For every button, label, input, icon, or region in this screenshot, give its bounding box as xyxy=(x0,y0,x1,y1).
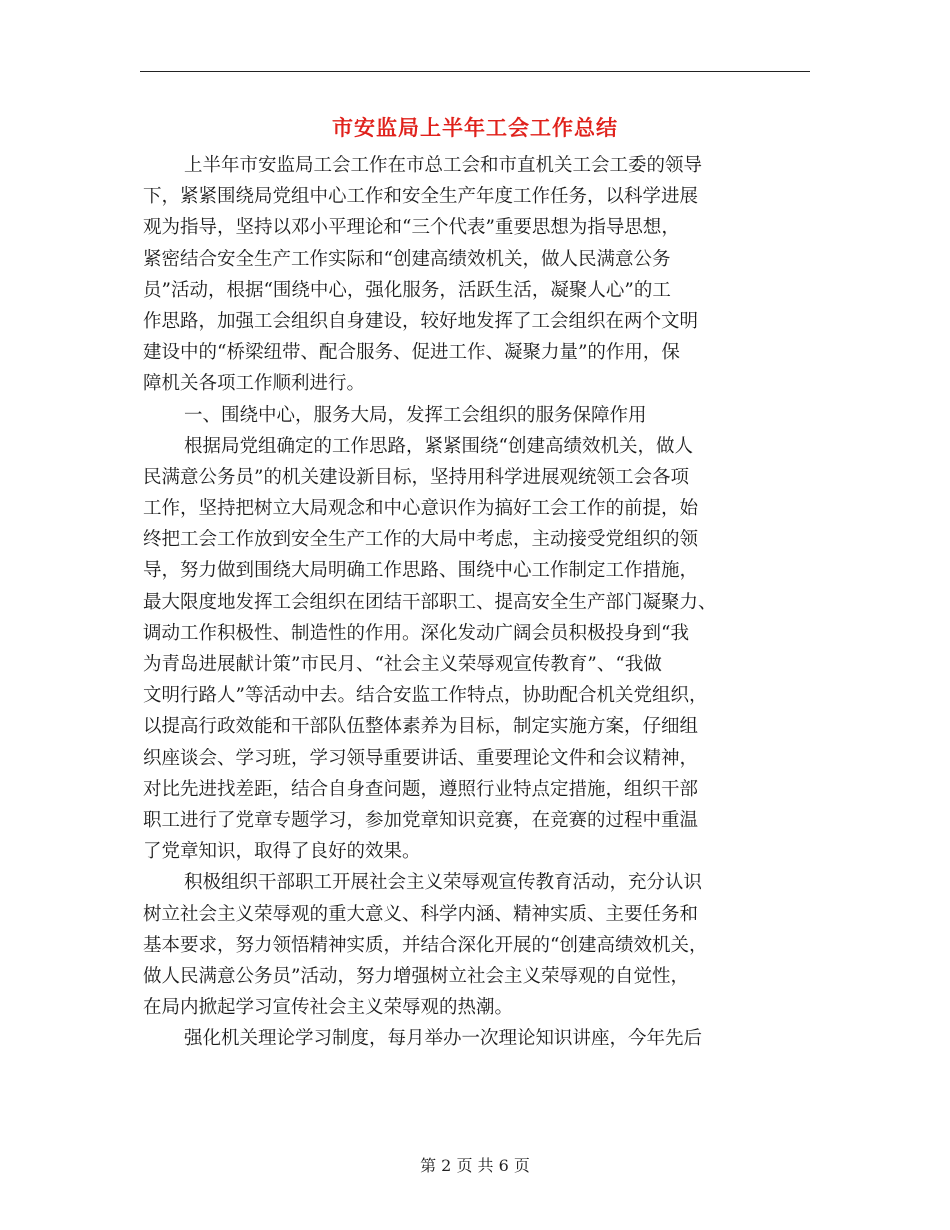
paragraph-line: 终把工会工作放到安全生产工作的大局中考虑，主动接受党组织的领 xyxy=(143,529,699,551)
section-heading: 一、围绕中心，服务大局，发挥工会组织的服务保障作用 xyxy=(184,404,647,426)
document-title: 市安监局上半年工会工作总结 xyxy=(332,115,618,140)
paragraph-line: 作思路，加强工会组织自身建设，较好地发挥了工会组织在两个文明 xyxy=(143,310,699,332)
paragraph-line: 紧密结合安全生产工作实际和“创建高绩效机关，做人民满意公务 xyxy=(143,248,671,270)
paragraph-line: 上半年市安监局工会工作在市总工会和市直机关工会工委的领导 xyxy=(184,155,703,176)
paragraph-line: 做人民满意公务员”活动，努力增强树立社会主义荣辱观的自觉性， xyxy=(143,965,689,987)
paragraph-line: 工作，坚持把树立大局观念和中心意识作为搞好工会工作的前提，始 xyxy=(143,498,699,520)
paragraph-line: 强化机关理论学习制度，每月举办一次理论知识讲座，今年先后 xyxy=(184,1028,703,1050)
paragraph-line: 基本要求，努力领悟精神实质，并结合深化开展的“创建高绩效机关， xyxy=(143,934,708,956)
paragraph-line: 下，紧紧围绕局党组中心工作和安全生产年度工作任务，以科学进展 xyxy=(143,186,699,208)
paragraph-line: 员”活动，根据“围绕中心，强化服务，活跃生活，凝聚人心”的工 xyxy=(143,279,671,301)
paragraph-line: 织座谈会、学习班，学习领导重要讲话、重要理论文件和会议精神， xyxy=(143,747,699,769)
page-number-footer: 第 2 页 共 6 页 xyxy=(420,1156,530,1175)
paragraph-line: 民满意公务员”的机关建设新目标，坚持用科学进展观统领工会各项 xyxy=(143,466,689,488)
paragraph-line: 观为指导，坚持以邓小平理论和“三个代表”重要思想为指导思想， xyxy=(143,217,680,239)
paragraph-line: 调动工作积极性、制造性的作用。深化发动广阔会员积极投身到“我 xyxy=(143,622,689,644)
paragraph-line: 导，努力做到围绕大局明确工作思路、围绕中心工作制定工作措施， xyxy=(143,560,699,582)
document-body xyxy=(143,150,811,1054)
paragraph-line: 文明行路人”等活动中去。结合安监工作特点，协助配合机关党组织， xyxy=(143,685,708,707)
paragraph-line: 最大限度地发挥工会组织在团结干部职工、提高安全生产部门凝聚力、 xyxy=(143,591,717,613)
paragraph-line: 树立社会主义荣辱观的重大意义、科学内涵、精神实质、主要任务和 xyxy=(143,903,699,925)
paragraph-line: 为青岛进展献计策”市民月、“社会主义荣辱观宣传教育”、“我做 xyxy=(143,654,662,675)
paragraph-line: 职工进行了党章专题学习，参加党章知识竞赛，在竞赛的过程中重温 xyxy=(143,809,699,831)
paragraph-line: 以提高行政效能和干部队伍整体素养为目标，制定实施方案，仔细组 xyxy=(143,716,699,738)
paragraph-line: 对比先进找差距，结合自身查问题，遵照行业特点定措施，组织干部 xyxy=(143,778,699,800)
paragraph-line: 建设中的“桥梁纽带、配合服务、促进工作、凝聚力量”的作用，保 xyxy=(143,342,680,364)
paragraph-line: 了党章知识，取得了良好的效果。 xyxy=(143,841,421,863)
paragraph-line: 根据局党组确定的工作思路，紧紧围绕“创建高绩效机关，做人 xyxy=(184,435,693,457)
header-rule xyxy=(140,71,810,72)
paragraph-line: 在局内掀起学习宣传社会主义荣辱观的热潮。 xyxy=(143,997,514,1019)
paragraph-line: 积极组织干部职工开展社会主义荣辱观宣传教育活动，充分认识 xyxy=(184,872,703,894)
paragraph-line: 障机关各项工作顺利进行。 xyxy=(143,373,366,395)
